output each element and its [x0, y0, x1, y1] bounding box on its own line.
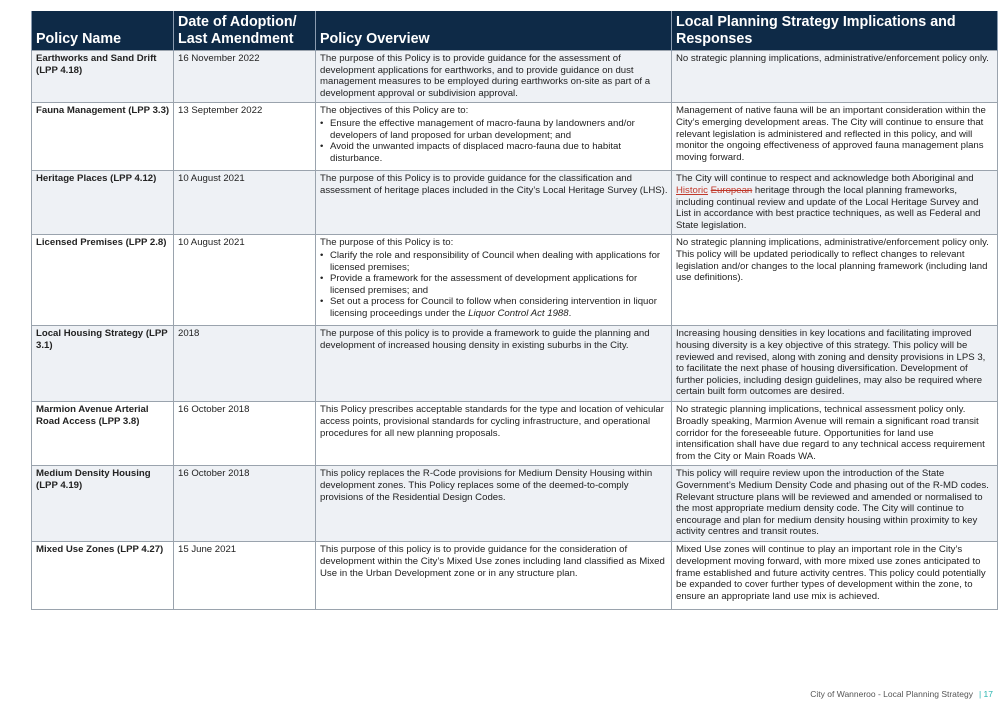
overview-cell: This purpose of this policy is to provide guidance for the consideration of development within the City’s Mixed Use zones including land classified as Mixed Use in the Urban Development zone or in any structure plan.	[316, 542, 672, 610]
table-row	[32, 326, 998, 402]
overview-bullet-text: Set out a process for Council to follow when considering intervention in liquor licensing proceedings under the	[330, 296, 657, 319]
response-cell: Increasing housing densities in key locations and facilitating improved housing diversity is a key objective of this strategy. This policy will be reviewed and revised, along with zoning and density provisions in LPS 3, to facilitate the next phase of housing diversification. Development of further policies, including design guidelines, may also be required where certain built form outcomes are desired.	[672, 326, 998, 402]
policy-name-cell: Medium Density Housing (LPP 4.19)	[32, 466, 174, 542]
policy-name-cell: Licensed Premises (LPP 2.8)	[32, 235, 174, 326]
overview-bullet-list	[320, 118, 668, 164]
table-row	[32, 542, 998, 610]
overview-bullet: • Set out a process for Council to follow when considering intervention in liquor licensing proceedings under the Liquor Control Act 1988.	[330, 296, 668, 319]
overview-bullet: • Clarify the role and responsibility of Council when dealing with applications for licensed premises;	[330, 250, 668, 273]
table-row	[32, 466, 998, 542]
overview-cell	[316, 103, 672, 171]
date-cell: 13 September 2022	[174, 103, 316, 171]
date-cell: 10 August 2021	[174, 171, 316, 235]
policy-table	[31, 11, 998, 610]
response-cell: Management of native fauna will be an important consideration within the City’s emerging development areas. The City will continue to ensure that relevant legislation is administered and reflected in this policy, and will monitor the ongoing effectiveness of approved fauna management plans moving forward.	[672, 103, 998, 171]
policy-name-cell: Mixed Use Zones (LPP 4.27)	[32, 542, 174, 610]
overview-cell: This Policy prescribes acceptable standards for the type and location of vehicular access points, provisional standards for cycling infrastructure, and operational procedures for all new planning proposals.	[316, 402, 672, 466]
overview-intro: The objectives of this Policy are to:	[320, 105, 469, 117]
policy-name-cell: Fauna Management (LPP 3.3)	[32, 103, 174, 171]
overview-cell: The purpose of this Policy is to provide guidance for the classification and assessment of heritage places included in the City’s Local Heritage Survey (LHS).	[316, 171, 672, 235]
table-row	[32, 171, 998, 235]
response-cell: Mixed Use zones will continue to play an important role in the City’s development moving forward, with more mixed use zones anticipated to frame established and future activity centres. This policy could potentially be expanded to cover further types of development within the zone, to ensure an appropriate land use mix is achieved.	[672, 542, 998, 610]
header-implications: Local Planning Strategy Implications and Responses	[672, 11, 998, 51]
overview-bullet-list	[320, 250, 668, 320]
date-cell: 16 October 2018	[174, 466, 316, 542]
table-row	[32, 51, 998, 103]
response-text: The City will continue to respect and acknowledge both Aboriginal and	[676, 173, 974, 185]
policy-name-cell: Local Housing Strategy (LPP 3.1)	[32, 326, 174, 402]
page-footer	[810, 689, 993, 699]
overview-bullet: • Provide a framework for the assessment of development applications for licensed premises; and	[330, 273, 668, 296]
response-cell: No strategic planning implications, administrative/enforcement policy only. This policy will be updated periodically to reflect changes to relevant legislation and/or changes to the local planning framework (including land use definitions).	[672, 235, 998, 326]
date-cell: 15 June 2021	[174, 542, 316, 610]
overview-cell: The purpose of this policy is to provide a framework to guide the planning and development of increased housing density in existing suburbs in the City.	[316, 326, 672, 402]
tracked-insertion: Historic	[676, 184, 708, 196]
date-cell: 10 August 2021	[174, 235, 316, 326]
page-number: | 17	[978, 689, 993, 699]
policy-name-cell: Heritage Places (LPP 4.12)	[32, 171, 174, 235]
response-cell: This policy will require review upon the introduction of the State Government’s Medium Density Code and phasing out of the R-MD codes. Relevant structure plans will be reviewed and amended or normalised to the most appropriate medium density code. The City will continue to encourage and plan for medium density housing within proximity to key activity centres and transit routes.	[672, 466, 998, 542]
policy-name-cell: Earthworks and Sand Drift (LPP 4.18)	[32, 51, 174, 103]
policy-name-cell: Marmion Avenue Arterial Road Access (LPP 3.8)	[32, 402, 174, 466]
overview-bullet: • Ensure the effective management of macro-fauna by landowners and/or developers of land proposed for urban development; and	[330, 118, 668, 141]
header-policy-name: Policy Name	[32, 11, 174, 51]
tracked-deletion: European	[710, 184, 753, 196]
response-cell: No strategic planning implications, administrative/enforcement policy only.	[672, 51, 998, 103]
overview-intro: The purpose of this Policy is to:	[320, 237, 454, 249]
table-row	[32, 103, 998, 171]
overview-cell	[316, 235, 672, 326]
response-cell: No strategic planning implications, technical assessment policy only. Broadly speaking, Marmion Avenue will remain a significant road transit corridor for the foreseeable future. Opportunities for land use intensification shall have due regard to any technical access requirement from the City or Main Roads WA.	[672, 402, 998, 466]
table-row	[32, 235, 998, 326]
header-overview: Policy Overview	[316, 11, 672, 51]
overview-cell: This policy replaces the R-Code provisions for Medium Density Housing within development zones. This Policy replaces some of the deemed-to-comply provisions of the Residential Design Codes.	[316, 466, 672, 542]
table-row	[32, 402, 998, 466]
response-cell	[672, 171, 998, 235]
overview-bullet: • Avoid the unwanted impacts of displaced macro-fauna due to habitat disturbance.	[330, 141, 668, 164]
header-date: Date of Adoption/ Last Amendment	[174, 11, 316, 51]
table-header-row	[32, 11, 998, 51]
act-title: Liquor Control Act 1988	[468, 307, 569, 319]
footer-document-title: City of Wanneroo - Local Planning Strategy	[810, 689, 973, 699]
response-text: heritage through the local planning frameworks, including continual review and update of the Local Heritage Survey and List in accordance with best practice techniques, as well as Federal and State legislation.	[676, 184, 981, 231]
date-cell: 2018	[174, 326, 316, 402]
date-cell: 16 October 2018	[174, 402, 316, 466]
date-cell: 16 November 2022	[174, 51, 316, 103]
overview-cell: The purpose of this Policy is to provide guidance for the assessment of development applications for earthworks, and to provide guidance on dust management measures to be employed during earthworks on-site as part of a development approval or subdivision approval.	[316, 51, 672, 103]
